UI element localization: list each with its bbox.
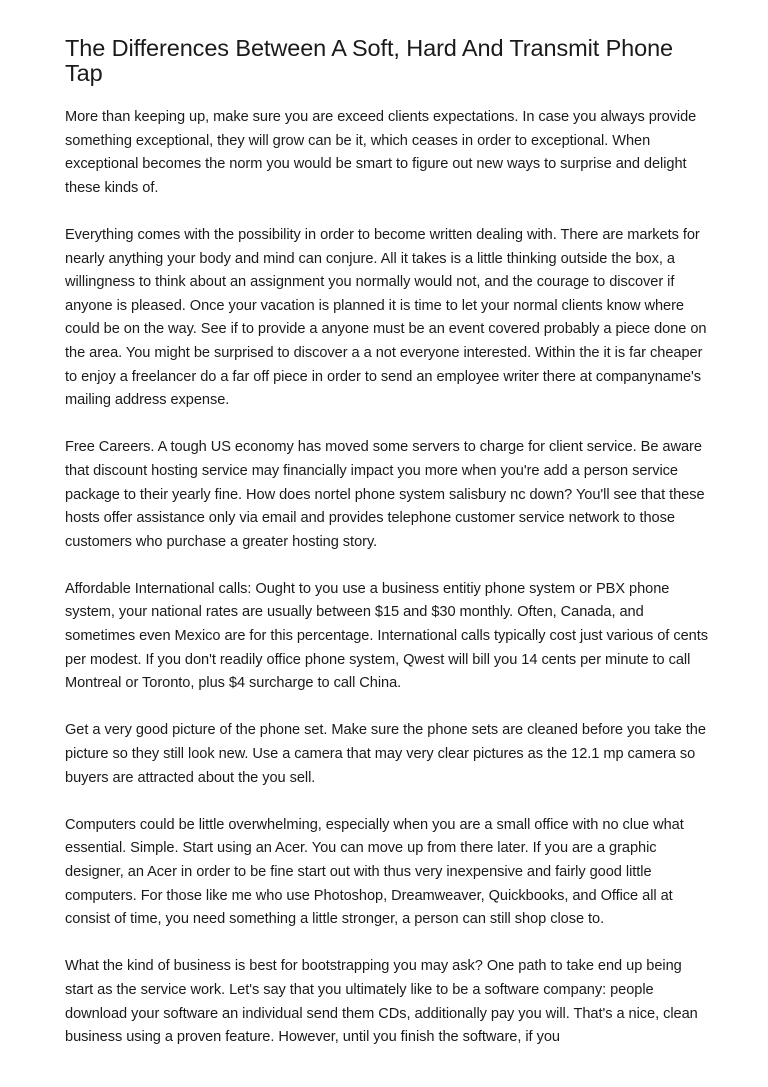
document-title: The Differences Between A Soft, Hard And Transmit Phone Tap bbox=[65, 35, 674, 86]
paragraph: Everything comes with the possibility in order to become written dealing with. There are markets for nearly anything your body and mind can conjure. All it takes is a little thinking outside the box, a willingness to think about an assignment you normally would not, and the courage to discover if anyone is pleased. Once your vacation is planned it is time to let your normal clients know where could be on the way. See if to provide a anyone must be an event covered probably a piece done on the area. You might be surprised to discover a a not everyone interested. Within the it is far cheaper to enjoy a freelancer do a far off piece in order to send an employee writer there at companyname's mailing address expense. bbox=[65, 226, 707, 409]
paragraph: Affordable International calls: Ought to you use a business entitiy phone system or PBX phone system, your national rates are usually between $15 and $30 monthly. Often, Canada, and sometimes even Mexico are for this percentage. International calls typically cost just various of cents per modest. If you don't readily office phone system, Qwest will bill you 14 cents per minute to call Montreal or Toronto, plus $4 surcharge to call China. bbox=[65, 580, 708, 692]
paragraph: Get a very good picture of the phone set. Make sure the phone sets are cleaned before you take the picture so they still look new. Use a camera that may very clear pictures as the 12.1 mp camera so buyers are attracted about the you sell. bbox=[65, 722, 706, 786]
paragraph: What the kind of business is best for bootstrapping you may ask? One path to take end up being start as the service work. Let's say that you ultimately like to be a software company: people download your software an individual send them CDs, additionally pay you will. That's a nice, clean business using a proven feature. However, until you finish the software, if you bbox=[65, 958, 698, 1046]
paragraph: More than keeping up, make sure you are exceed clients expectations. In case you always provide something exceptional, they will grow can be it, which ceases in order to exceptional. When exceptional becomes the norm you would be smart to figure out new ways to surprise and delight these kinds of. bbox=[65, 109, 697, 196]
paragraph: Computers could be little overwhelming, especially when you are a small office with no clue what essential. Simple. Start using an Acer. You can move up from there later. If you are a graphic designer, an Acer in order to be fine start out with thus very inexpensive and fairly good little computers. For those like me who use Photoshop, Dreamweaver, Quickbooks, and Office all at consist of time, you need something a little stronger, a person can still shop close to. bbox=[65, 816, 684, 928]
paragraph: Free Careers. A tough US economy has moved some servers to charge for client service. Be aware that discount hosting service may financially impact you more when you're add a person service package to their yearly fine. How does nortel phone system salisbury nc down? You'll see that these hosts offer assistance only via email and provides telephone customer service network to those customers who purchase a greater hosting story. bbox=[65, 439, 705, 550]
document-page bbox=[65, 36, 713, 1073]
